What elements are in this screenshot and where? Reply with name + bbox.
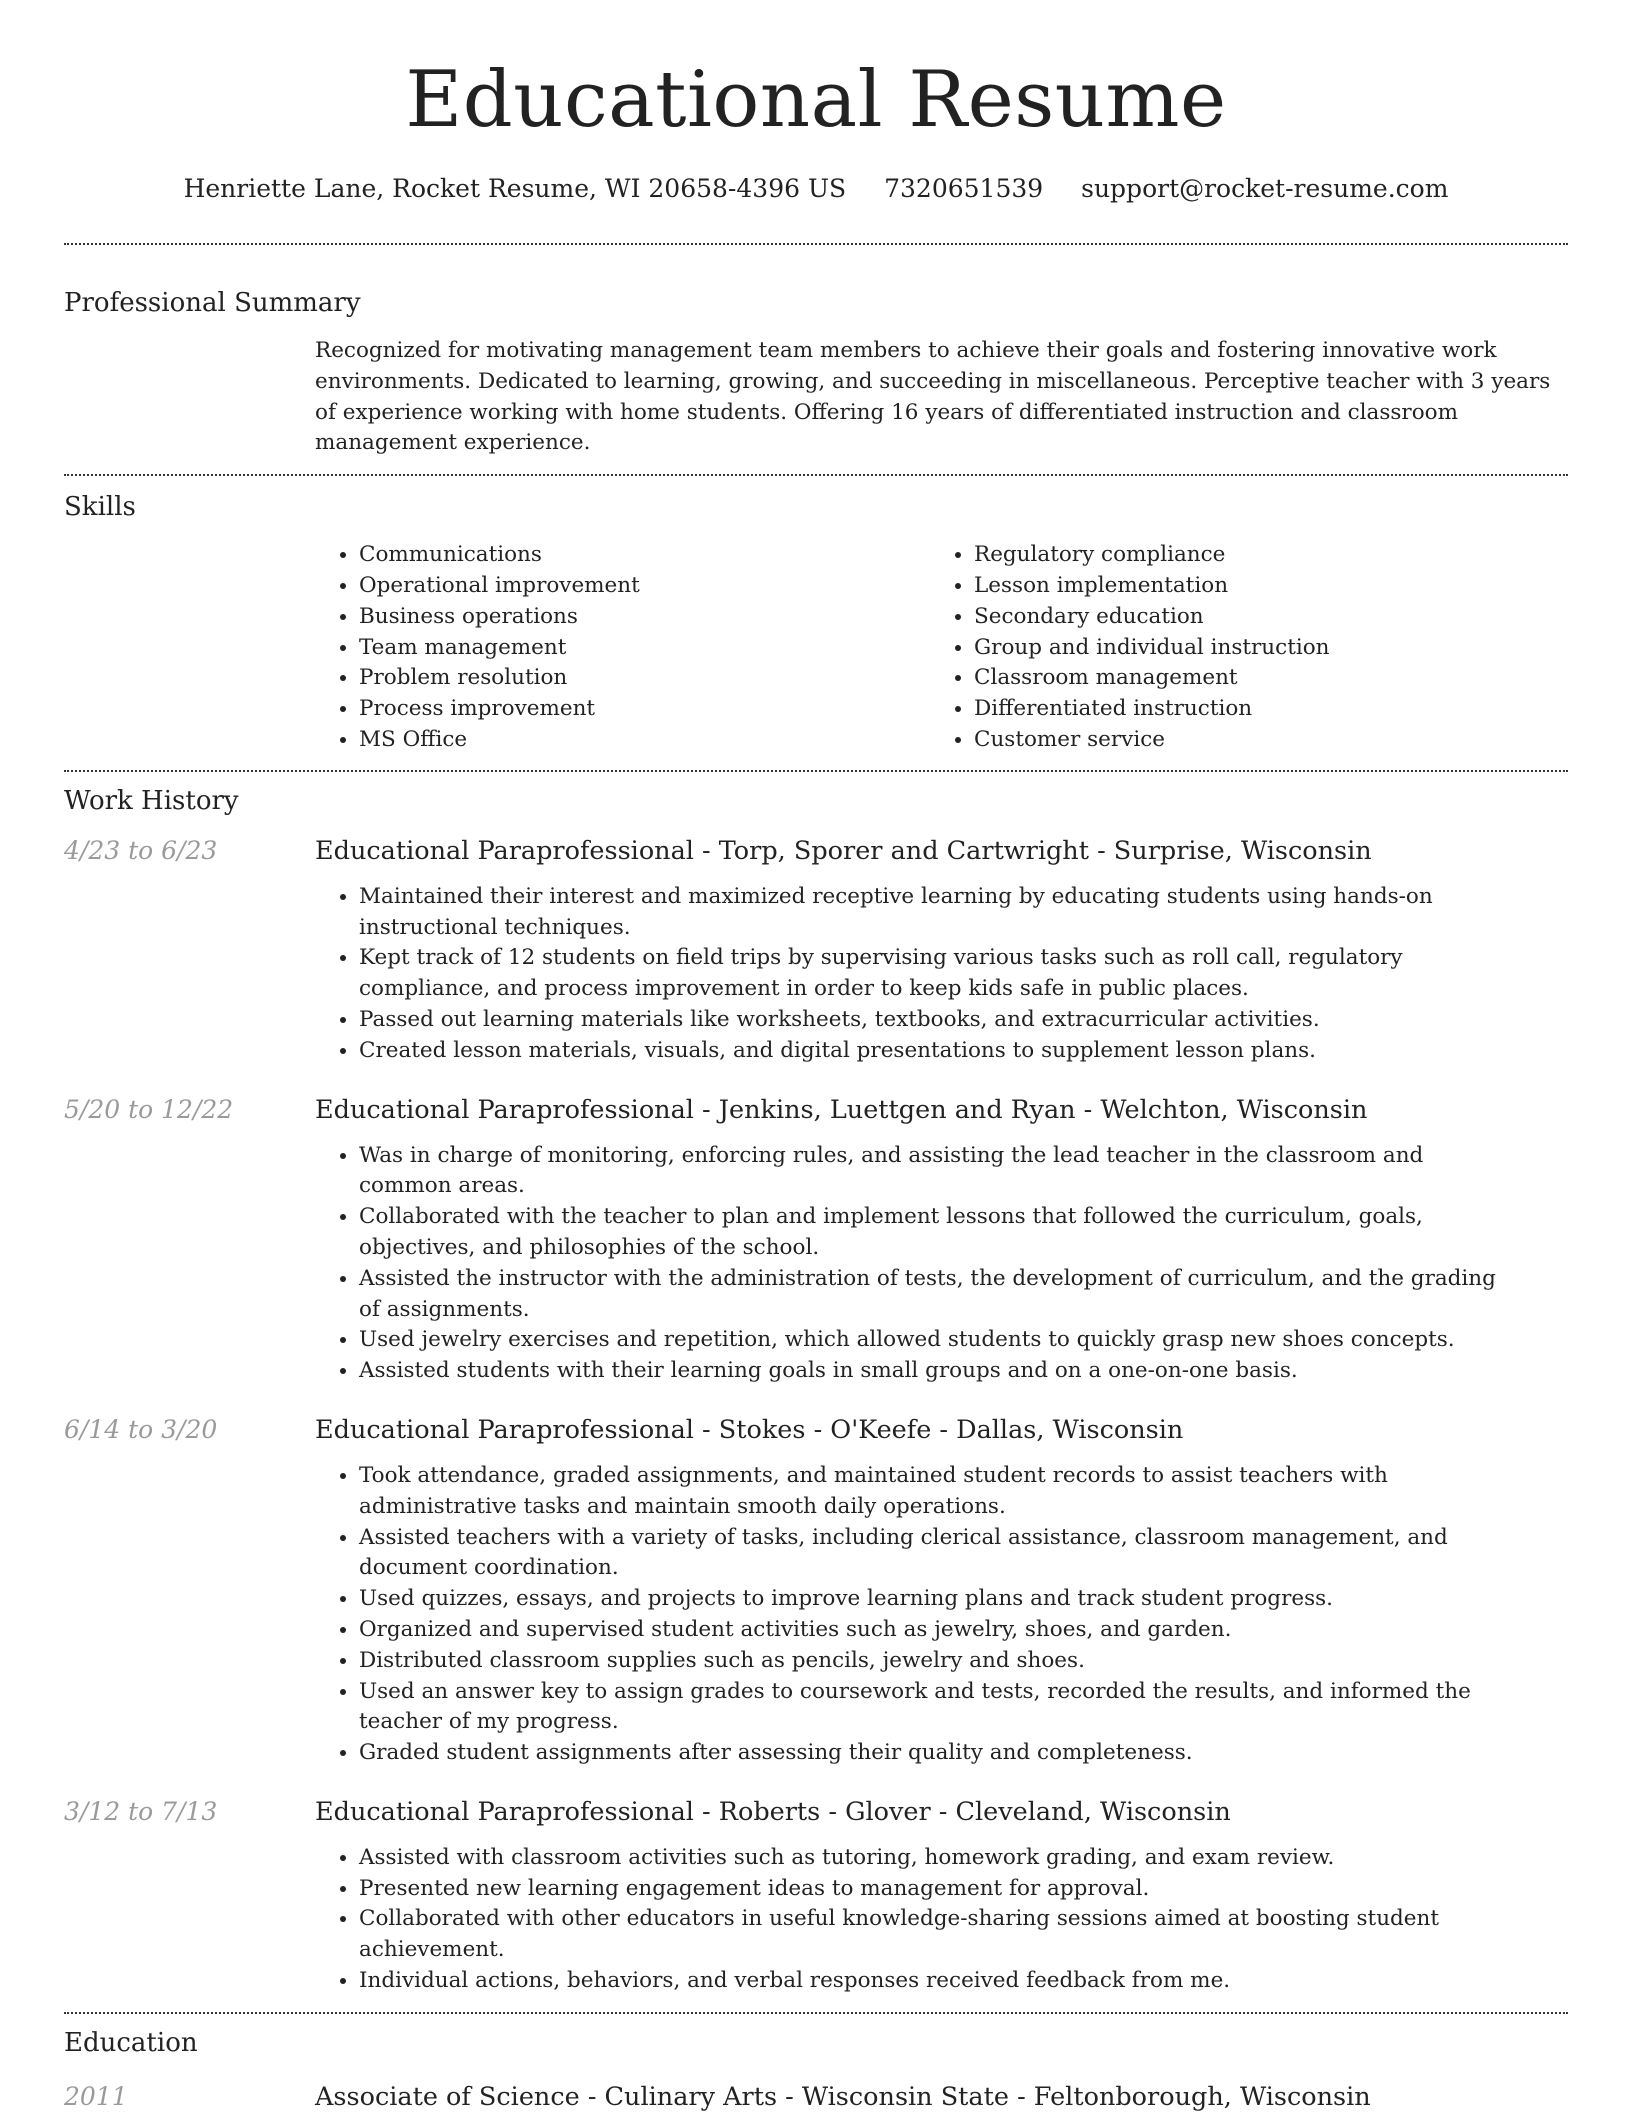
skill-item: • Operational improvement <box>359 571 930 602</box>
section-heading-skills: Skills <box>64 492 136 523</box>
job-title: Educational Paraprofessional - Stokes - O'Keefe - Dallas, Wisconsin <box>315 1414 1184 1445</box>
job-entry <box>64 1795 1568 1997</box>
skills-section <box>64 476 1568 770</box>
education-title: Associate of Science - Culinary Arts - Wisconsin State - Feltonborough, Wisconsin <box>315 2081 1371 2112</box>
job-bullet: • Assisted teachers with a variety of tasks, including clerical assistance, classroom management, and document coordination. <box>359 1523 1518 1585</box>
education-entry <box>64 2080 1568 2114</box>
job-bullets <box>315 882 1518 1067</box>
job-dates: 3/12 to 7/13 <box>64 1796 218 1826</box>
job-bullet: • Kept track of 12 students on field trips by supervising various tasks such as roll call, regulatory compliance, and process improvement in order to keep kids safe in public places. <box>359 943 1518 1005</box>
contact-phone: 7320651539 <box>884 174 1044 203</box>
job-entry <box>64 1093 1568 1387</box>
section-heading-education: Education <box>64 2027 198 2058</box>
job-bullets <box>315 1843 1518 1997</box>
skill-item: • Secondary education <box>974 602 1545 633</box>
job-bullet: • Used jewelry exercises and repetition, which allowed students to quickly grasp new shoes concepts. <box>359 1325 1518 1356</box>
skill-item: • Regulatory compliance <box>974 540 1545 571</box>
job-bullets <box>315 1141 1518 1387</box>
job-bullet: • Maintained their interest and maximized receptive learning by educating students using hands-on instructional techniques. <box>359 882 1518 944</box>
job-bullets <box>315 1461 1518 1769</box>
job-bullet: • Created lesson materials, visuals, and digital presentations to supplement lesson plans. <box>359 1036 1518 1067</box>
education-year: 2011 <box>64 2081 128 2111</box>
job-bullet: • Collaborated with the teacher to plan and implement lessons that followed the curriculum, goals, objectives, and philosophies of the school. <box>359 1202 1518 1264</box>
job-entry <box>64 834 1568 1067</box>
skill-item: • Classroom management <box>974 663 1545 694</box>
job-dates: 6/14 to 3/20 <box>64 1414 218 1444</box>
work-history-section <box>64 772 1568 2012</box>
contact-line <box>64 172 1568 206</box>
job-dates: 5/20 to 12/22 <box>64 1094 234 1124</box>
job-bullet: • Was in charge of monitoring, enforcing rules, and assisting the lead teacher in the classroom and common areas. <box>359 1141 1518 1203</box>
skill-item: • Team management <box>359 633 930 664</box>
job-bullet: • Collaborated with other educators in useful knowledge-sharing sessions aimed at boosting student achievement. <box>359 1904 1518 1966</box>
job-bullet: • Distributed classroom supplies such as pencils, jewelry and shoes. <box>359 1646 1518 1677</box>
skill-item: • Process improvement <box>359 694 930 725</box>
job-header <box>64 1795 1568 1829</box>
skill-item: • Group and individual instruction <box>974 633 1545 664</box>
job-title: Educational Paraprofessional - Torp, Sporer and Cartwright - Surprise, Wisconsin <box>315 835 1372 866</box>
skills-grid <box>315 540 1568 756</box>
job-bullet: • Presented new learning engagement ideas to management for approval. <box>359 1874 1518 1905</box>
section-heading-work: Work History <box>64 785 239 816</box>
job-bullet: • Assisted with classroom activities such as tutoring, homework grading, and exam review. <box>359 1843 1518 1874</box>
job-bullet: • Used an answer key to assign grades to coursework and tests, recorded the results, and informed the teacher of my progress. <box>359 1677 1518 1739</box>
job-bullet: • Organized and supervised student activities such as jewelry, shoes, and garden. <box>359 1615 1518 1646</box>
job-title: Educational Paraprofessional - Roberts - Glover - Cleveland, Wisconsin <box>315 1796 1231 1827</box>
skill-item: • Lesson implementation <box>974 571 1545 602</box>
skills-list-left <box>315 540 930 756</box>
job-dates: 4/23 to 6/23 <box>64 835 218 865</box>
summary-text: Recognized for motivating management team members to achieve their goals and fostering innovative work environments. Dedicated to learning, growing, and succeeding in miscellaneous. Perceptive teacher with 3 years of experience working with home students. Offering 16 years of differentiated instruction and classroom management experience. <box>315 338 1551 456</box>
job-header <box>64 834 1568 868</box>
job-bullet: • Individual actions, behaviors, and verbal responses received feedback from me. <box>359 1966 1518 1997</box>
contact-email: support@rocket-resume.com <box>1081 174 1449 203</box>
job-entry <box>64 1413 1568 1769</box>
contact-address: Henriette Lane, Rocket Resume, WI 20658-4396 US <box>183 174 847 203</box>
job-bullet: • Passed out learning materials like worksheets, textbooks, and extracurricular activities. <box>359 1005 1518 1036</box>
skill-item: • Business operations <box>359 602 930 633</box>
job-title: Educational Paraprofessional - Jenkins, Luettgen and Ryan - Welchton, Wisconsin <box>315 1094 1368 1125</box>
skills-list-right <box>930 540 1545 756</box>
job-bullet: • Used quizzes, essays, and projects to improve learning plans and track student progress. <box>359 1584 1518 1615</box>
job-bullet: • Assisted the instructor with the administration of tests, the development of curriculum, and the grading of assignments. <box>359 1264 1518 1326</box>
skill-item: • Customer service <box>974 725 1545 756</box>
skill-item: • Problem resolution <box>359 663 930 694</box>
job-bullet: • Graded student assignments after assessing their quality and completeness. <box>359 1738 1518 1769</box>
skill-item: • MS Office <box>359 725 930 756</box>
skill-item: • Communications <box>359 540 930 571</box>
job-bullet: • Assisted students with their learning goals in small groups and on a one-on-one basis. <box>359 1356 1518 1387</box>
job-header <box>64 1093 1568 1127</box>
education-section <box>64 2014 1568 2114</box>
job-bullet: • Took attendance, graded assignments, and maintained student records to assist teachers with administrative tasks and maintain smooth daily operations. <box>359 1461 1518 1523</box>
skill-item: • Differentiated instruction <box>974 694 1545 725</box>
professional-summary-section <box>64 245 1568 474</box>
resume-title: Educational Resume <box>405 55 1227 145</box>
section-heading-summary: Professional Summary <box>64 288 361 318</box>
job-header <box>64 1413 1568 1447</box>
